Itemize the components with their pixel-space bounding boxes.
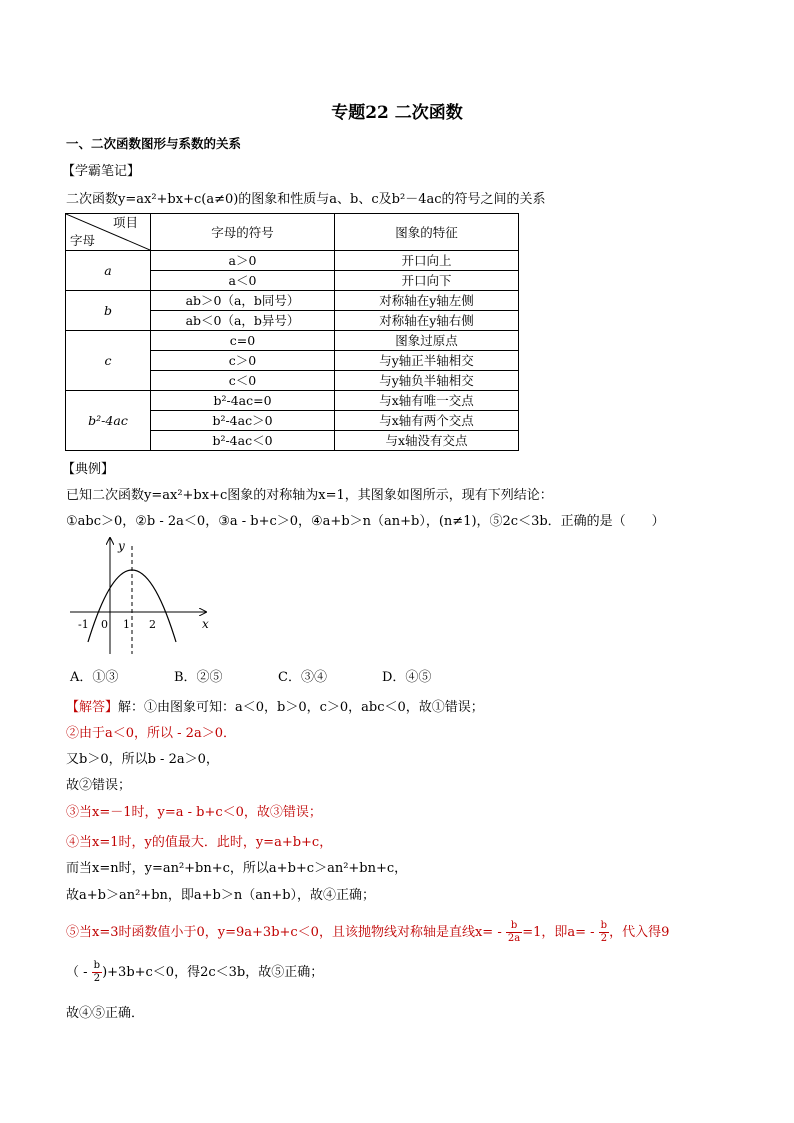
col-header-feature: 图象的特征 [335, 214, 519, 251]
table-cell: 与y轴负半轴相交 [335, 371, 519, 391]
tick-label: 0 [101, 618, 108, 631]
tick-label: 2 [149, 618, 156, 631]
answer-label: 【解答】 [66, 700, 119, 715]
choice-a[interactable]: A．①③ [70, 670, 119, 685]
answer-line-5: ③当x=－1时，y=a - b+c＜0，故③错误； [66, 805, 322, 820]
answer-line-9: ⑤当x=3时函数值小于0，y=9a+3b+c＜0，且该抛物线对称轴是直线x= - $\frac{b}{2a}$ =1，即a= - $\frac{b}{2}$ ，代入得9 [66, 920, 670, 944]
y-label: y [118, 539, 125, 553]
row-letter-a: a [66, 251, 151, 291]
table-cell: 与x轴有两个交点 [335, 411, 519, 431]
tick-label: -1 [78, 618, 89, 631]
table-corner-cell [66, 214, 151, 251]
notes-label: 【学霸笔记】 [62, 164, 141, 179]
answer-line-10: （ - $\frac{b}{2}$ )+3b+c＜0，得2c＜3b，故⑤正确； [66, 960, 324, 984]
answer-line-6: ④当x=1时，y的值最大．此时，y=a+b+c， [66, 835, 333, 850]
fraction: $\frac{b}{2}$ [93, 960, 101, 984]
col-header-sign: 字母的符号 [151, 214, 335, 251]
answer-line-7: 而当x=n时，y=an²+bn+c，所以a+b+c＞an²+bn+c， [66, 861, 408, 876]
fraction: $\frac{b}{2}$ [600, 920, 608, 944]
answer-line-11: 故④⑤正确． [66, 1006, 145, 1021]
row-letter-c: c [66, 331, 151, 391]
section-heading: 一、二次函数图形与系数的关系 [66, 136, 242, 151]
table-cell: 开口向上 [335, 251, 519, 271]
page-title: 专题22 二次函数 [331, 103, 463, 123]
table-cell: c＞0 [151, 351, 335, 371]
corner-bottom-label: 字母 [70, 233, 96, 248]
table-cell: ab＞0（a，b同号） [151, 291, 335, 311]
table-cell: b²-4ac＞0 [151, 411, 335, 431]
answer-line-4: 故②错误； [66, 778, 132, 793]
table-cell: 图象过原点 [335, 331, 519, 351]
table-cell: b²-4ac＜0 [151, 431, 335, 451]
question-line-2: ①abc＞0，②b - 2a＜0，③a - b+c＞0，④a+b＞n（an+b），(n≠1)，⑤2c＜3b．正确的是（ ） [66, 514, 665, 529]
answer-line-8: 故a+b＞an²+bn，即a+b＞n（an+b），故④正确； [66, 888, 376, 903]
fraction: $\frac{b}{2a}$ [507, 920, 521, 944]
table-cell: c＜0 [151, 371, 335, 391]
parabola-graph [66, 532, 216, 658]
relation-table [65, 213, 519, 451]
table-cell: a＞0 [151, 251, 335, 271]
table-cell: c=0 [151, 331, 335, 351]
choice-d[interactable]: D．④⑤ [382, 670, 432, 685]
question-line-1: 已知二次函数y=ax²+bx+c图象的对称轴为x=1，其图象如图所示，现有下列结论： [66, 488, 553, 503]
choices [70, 666, 486, 685]
table-cell: ab＜0（a，b异号） [151, 311, 335, 331]
answer-line-3: 又b＞0，所以b - 2a＞0， [66, 752, 219, 767]
tick-label: 1 [123, 618, 130, 631]
choice-b[interactable]: B．②⑤ [174, 670, 223, 685]
table-cell: b²-4ac=0 [151, 391, 335, 411]
table-cell: 对称轴在y轴左侧 [335, 291, 519, 311]
example-label: 【典例】 [62, 462, 115, 477]
table-cell: 与y轴正半轴相交 [335, 351, 519, 371]
x-label: x [202, 617, 209, 631]
table-cell: 与x轴没有交点 [335, 431, 519, 451]
table-cell: a＜0 [151, 271, 335, 291]
answer-line-1: 【解答】解：①由图象可知：a＜0，b＞0，c＞0，abc＜0，故①错误； [66, 700, 484, 715]
row-letter-discriminant: b²-4ac [66, 391, 151, 451]
answer-line-2: ②由于a＜0，所以 - 2a＞0． [66, 726, 236, 741]
choice-c[interactable]: C．③④ [278, 670, 327, 685]
table-cell: 开口向下 [335, 271, 519, 291]
intro-text: 二次函数y=ax²+bx+c(a≠0)的图象和性质与a、b、c及b²－4ac的符号之间的关系 [66, 192, 546, 207]
corner-top-label: 项目 [112, 215, 138, 230]
table-cell: 与x轴有唯一交点 [335, 391, 519, 411]
table-cell: 对称轴在y轴右侧 [335, 311, 519, 331]
row-letter-b: b [66, 291, 151, 331]
